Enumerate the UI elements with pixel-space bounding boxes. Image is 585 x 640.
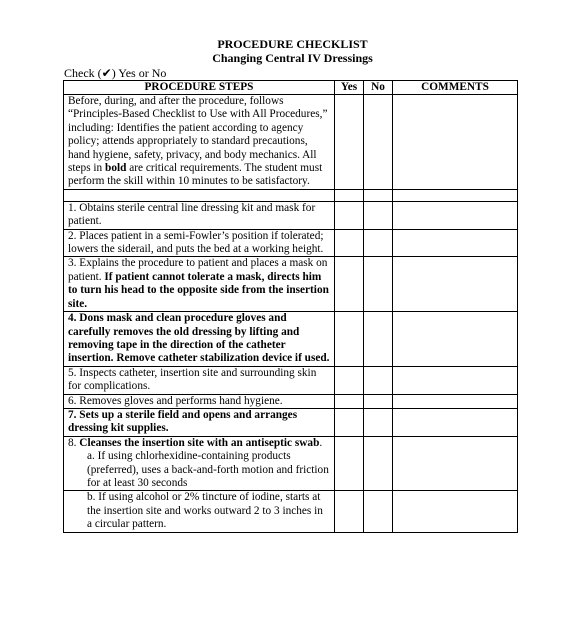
table-row bbox=[64, 394, 518, 408]
comments-cell[interactable] bbox=[393, 491, 518, 532]
comments-cell[interactable] bbox=[393, 312, 518, 367]
comments-cell[interactable] bbox=[393, 394, 518, 408]
spacer-cell bbox=[64, 189, 335, 201]
no-cell[interactable] bbox=[364, 408, 393, 436]
table-row bbox=[64, 408, 518, 436]
table-row bbox=[64, 229, 518, 257]
no-cell[interactable] bbox=[364, 189, 393, 201]
step-cell: 4. Dons mask and clean procedure gloves and carefully removes the old dressing by lifting and removing tape in the direction of the catheter insertion. Remove catheter stabilization device if used. bbox=[64, 312, 335, 367]
yes-cell[interactable] bbox=[335, 408, 364, 436]
no-cell[interactable] bbox=[364, 491, 393, 532]
yes-cell[interactable] bbox=[335, 95, 364, 190]
checklist-table bbox=[63, 80, 518, 533]
table-row bbox=[64, 366, 518, 394]
table-row bbox=[64, 189, 518, 201]
no-cell[interactable] bbox=[364, 366, 393, 394]
comments-cell[interactable] bbox=[393, 189, 518, 201]
step-cell bbox=[64, 491, 335, 532]
column-header-no: No bbox=[364, 81, 393, 95]
comments-cell[interactable] bbox=[393, 257, 518, 312]
yes-cell[interactable] bbox=[335, 312, 364, 367]
yes-cell[interactable] bbox=[335, 229, 364, 257]
step-cell: 8. Cleanses the insertion site with an antiseptic swab. a. If using chlorhexidine-containing products (preferred), uses a back-and-forth motion and friction for at least 30 seconds bbox=[64, 436, 335, 491]
no-cell[interactable] bbox=[364, 436, 393, 491]
comments-cell[interactable] bbox=[393, 436, 518, 491]
yes-cell[interactable] bbox=[335, 394, 364, 408]
yes-cell[interactable] bbox=[335, 436, 364, 491]
column-header-yes: Yes bbox=[335, 81, 364, 95]
no-cell[interactable] bbox=[364, 312, 393, 367]
page-title: PROCEDURE CHECKLIST bbox=[217, 37, 368, 51]
yes-cell[interactable] bbox=[335, 257, 364, 312]
page-subtitle: Changing Central IV Dressings bbox=[212, 51, 373, 65]
no-cell[interactable] bbox=[364, 257, 393, 312]
check-suffix: ) Yes or No bbox=[111, 66, 167, 80]
yes-cell[interactable] bbox=[335, 491, 364, 532]
step-cell: 6. Removes gloves and performs hand hygiene. bbox=[64, 394, 335, 408]
step-cell: 7. Sets up a sterile field and opens and arranges dressing kit supplies. bbox=[64, 408, 335, 436]
comments-cell[interactable] bbox=[393, 366, 518, 394]
step-cell: 3. Explains the procedure to patient and places a mask on patient. If patient cannot tolerate a mask, directs him to turn his head to the opposite side from the insertion site. bbox=[64, 257, 335, 312]
column-header-comments: COMMENTS bbox=[393, 81, 518, 95]
table-row bbox=[64, 436, 518, 491]
comments-cell[interactable] bbox=[393, 408, 518, 436]
step-cell: 1. Obtains sterile central line dressing kit and mask for patient. bbox=[64, 201, 335, 229]
check-instructions bbox=[64, 66, 166, 81]
comments-cell[interactable] bbox=[393, 95, 518, 190]
no-cell[interactable] bbox=[364, 201, 393, 229]
table-row bbox=[64, 312, 518, 367]
table-row bbox=[64, 491, 518, 532]
intro-cell: Before, during, and after the procedure, follows “Principles-Based Checklist to Use with All Procedures,” including: Identifies the patient according to agency policy; attends appropriately to standard precautions, hand hygiene, safety, privacy, and body mechanics. All steps in bold are critical requirements. The student must perform the skill within 10 minutes to be satisfactory. bbox=[64, 95, 335, 190]
substep-a: a. If using chlorhexidine-containing products (preferred), uses a back-and-forth motion and friction for at least 30 seconds bbox=[87, 450, 329, 489]
yes-cell[interactable] bbox=[335, 201, 364, 229]
column-header-steps: PROCEDURE STEPS bbox=[64, 81, 335, 95]
substep-b: b. If using alcohol or 2% tincture of iodine, starts at the insertion site and works outward 2 to 3 inches in a circular pattern. bbox=[87, 491, 323, 531]
table-row bbox=[64, 201, 518, 229]
header-row bbox=[64, 81, 518, 95]
step-cell: 2. Places patient in a semi-Fowler’s position if tolerated; lowers the siderail, and puts the bed at a working height. bbox=[64, 229, 335, 257]
no-cell[interactable] bbox=[364, 394, 393, 408]
check-mark-icon: ✔ bbox=[101, 66, 112, 80]
no-cell[interactable] bbox=[364, 95, 393, 190]
yes-cell[interactable] bbox=[335, 189, 364, 201]
table-row bbox=[64, 257, 518, 312]
yes-cell[interactable] bbox=[335, 366, 364, 394]
step-cell: 5. Inspects catheter, insertion site and surrounding skin for complications. bbox=[64, 366, 335, 394]
no-cell[interactable] bbox=[364, 229, 393, 257]
table-row bbox=[64, 95, 518, 190]
comments-cell[interactable] bbox=[393, 201, 518, 229]
comments-cell[interactable] bbox=[393, 229, 518, 257]
check-prefix: Check ( bbox=[64, 66, 102, 80]
